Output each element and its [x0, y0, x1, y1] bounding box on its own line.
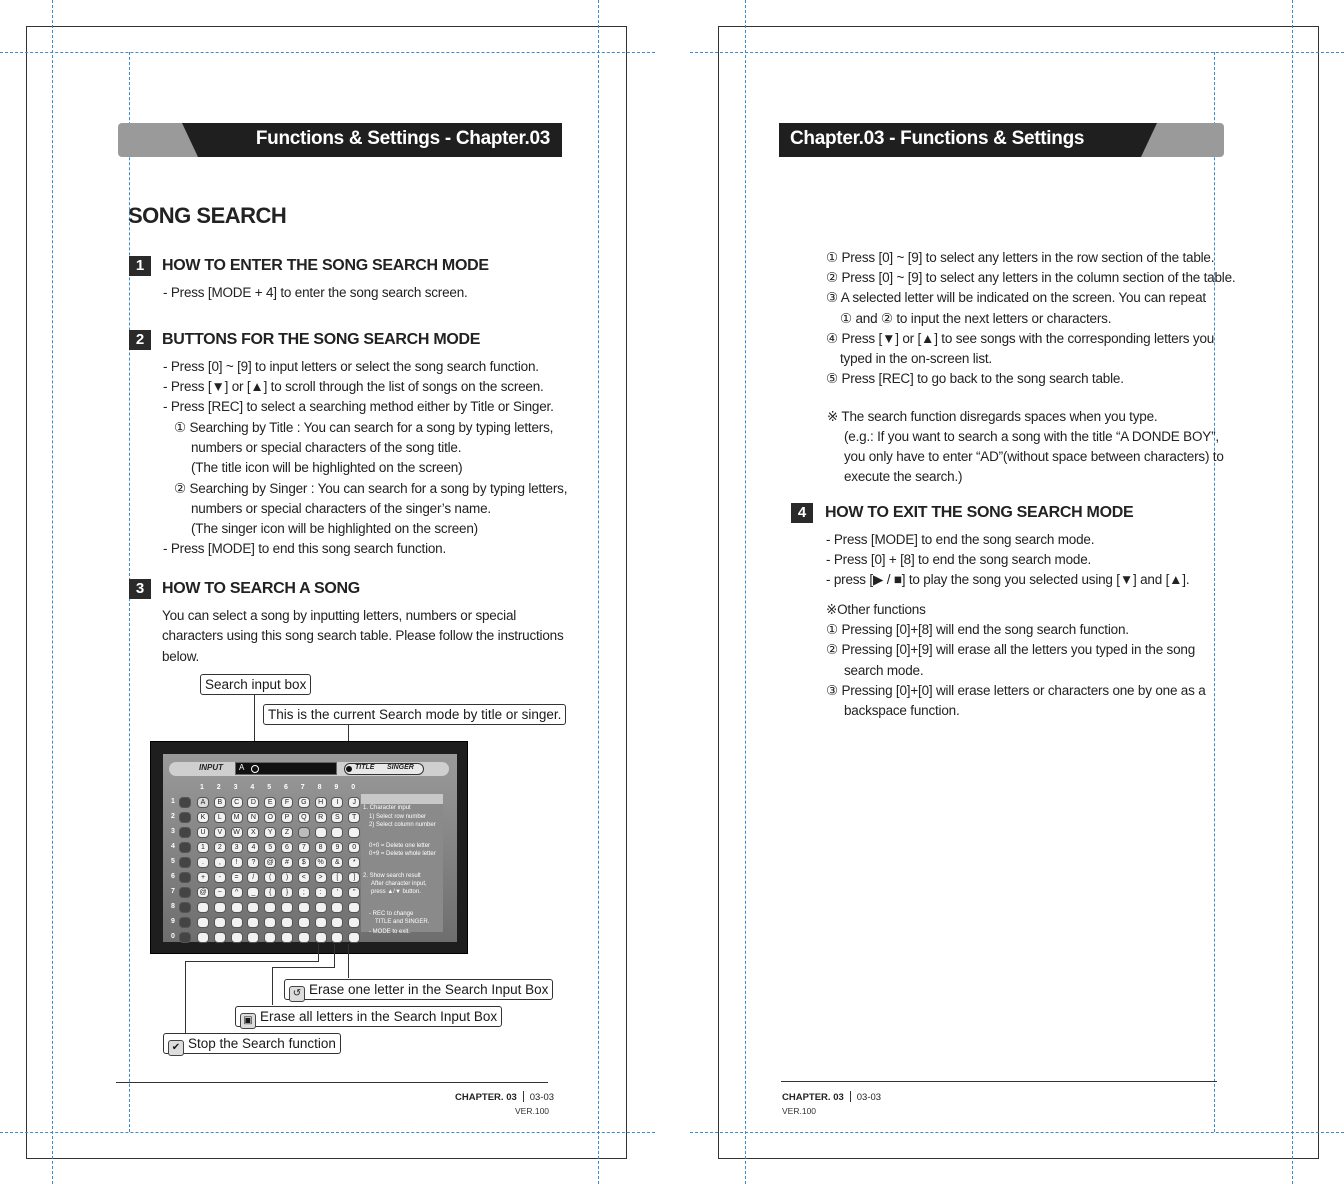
callout-erase-all-text: Erase all letters in the Search Input Box — [260, 1009, 498, 1024]
help-panel-header — [361, 794, 443, 804]
character-key — [214, 932, 226, 943]
character-key — [264, 917, 276, 928]
text-line: - Press [MODE + 4] to enter the song search screen. — [163, 285, 468, 300]
step-line: ① and ② to input the next letters or characters. — [840, 311, 1112, 326]
character-key — [348, 827, 360, 838]
character-key: & — [331, 857, 343, 868]
row-number: 1 — [171, 798, 175, 805]
banner-title: Functions & Settings - Chapter.03 — [255, 128, 550, 149]
footer-chapter — [782, 1091, 881, 1103]
character-key: / — [247, 872, 259, 883]
character-key — [331, 917, 343, 928]
character-key: I — [331, 797, 343, 808]
callout-stop-text: Stop the Search function — [188, 1036, 336, 1051]
text-line: - Press [MODE] to end the song search mode. — [826, 532, 1095, 547]
help-text: press ▲/▼ button. — [371, 889, 421, 895]
footer-page: 03-03 — [856, 1092, 882, 1103]
character-key: - — [214, 872, 226, 883]
footer-version: VER.100 — [782, 1106, 817, 1116]
text-line: numbers or special characters of the song title. — [191, 440, 462, 455]
character-key — [281, 932, 293, 943]
help-text: - REC to change — [369, 911, 414, 917]
character-key: W — [231, 827, 243, 838]
character-key — [348, 932, 360, 943]
row-number: 3 — [171, 828, 175, 835]
character-key — [331, 902, 343, 913]
connector-line — [272, 967, 273, 1005]
character-key: P — [281, 812, 293, 823]
character-key: 8 — [315, 842, 327, 853]
character-key — [231, 917, 243, 928]
column-number: 1 — [200, 784, 204, 791]
character-key: , — [214, 857, 226, 868]
character-key — [315, 902, 327, 913]
text-line: characters using this song search table. Please follow the instructions — [162, 628, 564, 643]
right-banner — [779, 123, 1224, 157]
character-key: K — [197, 812, 209, 823]
column-number: 9 — [334, 784, 339, 791]
character-key: 2 — [214, 842, 226, 853]
callout-search-input: Search input box — [200, 674, 311, 695]
right-page-frame — [718, 26, 1319, 1159]
character-key: 6 — [281, 842, 293, 853]
character-key: G — [298, 797, 310, 808]
character-key — [348, 917, 360, 928]
guide-line — [52, 0, 53, 1184]
step-line: ⑤ Press [REC] to go back to the song search table. — [826, 371, 1124, 386]
text-line: ② Searching by Singer : You can search for a song by typing letters, — [174, 481, 568, 496]
character-key: $ — [298, 857, 310, 868]
character-key: ^ — [231, 887, 243, 898]
column-number: 0 — [351, 784, 356, 791]
character-key: % — [315, 857, 327, 868]
row-select-key — [179, 857, 191, 868]
guide-line — [0, 52, 655, 53]
character-key: S — [331, 812, 343, 823]
character-key: B — [214, 797, 226, 808]
step-line: ① Press [0] ~ [9] to select any letters in the row section of the table. — [826, 250, 1215, 265]
character-key — [264, 902, 276, 913]
other-line: ① Pressing [0]+[8] will end the song search function. — [826, 622, 1129, 637]
step-line: ④ Press [▼] or [▲] to see songs with the corresponding letters you — [826, 331, 1215, 346]
character-key — [214, 902, 226, 913]
character-key: ( — [264, 872, 276, 883]
character-key: J — [348, 797, 360, 808]
footer-divider — [523, 1091, 524, 1102]
row-select-key — [179, 812, 191, 823]
backspace-icon: ↺ — [289, 986, 305, 1002]
text-line: ① Searching by Title : You can search for a song by typing letters, — [174, 420, 554, 435]
footer-rule — [781, 1081, 1217, 1082]
row-number: 9 — [171, 918, 175, 925]
character-key: # — [281, 857, 293, 868]
row-number: 0 — [171, 933, 175, 940]
guide-line — [745, 0, 746, 1184]
character-key: R — [315, 812, 327, 823]
step-line: ② Press [0] ~ [9] to select any letters in the column section of the table. — [826, 270, 1236, 285]
character-key — [197, 917, 209, 928]
row-select-key — [179, 872, 191, 883]
connector-line — [334, 944, 335, 968]
character-key — [315, 827, 327, 838]
callout-stop — [163, 1033, 341, 1054]
singer-label: SINGER — [387, 764, 414, 771]
column-number: 3 — [233, 784, 238, 791]
callout-erase-all — [235, 1006, 502, 1027]
character-key: . — [197, 857, 209, 868]
connector-line — [318, 944, 319, 962]
character-key: ' — [331, 887, 343, 898]
row-number: 2 — [171, 813, 175, 820]
character-key — [315, 932, 327, 943]
footer-divider — [850, 1091, 851, 1102]
item-heading: HOW TO ENTER THE SONG SEARCH MODE — [162, 257, 489, 274]
character-key: @ — [197, 887, 209, 898]
item-heading: BUTTONS FOR THE SONG SEARCH MODE — [162, 331, 481, 348]
character-key: N — [247, 812, 259, 823]
character-key: V — [214, 827, 226, 838]
guide-line — [1214, 52, 1215, 1132]
help-text: 0+9 = Delete whole letter — [369, 851, 436, 857]
check-icon: ✔ — [168, 1040, 184, 1056]
character-key — [247, 917, 259, 928]
footer-chapter — [455, 1091, 554, 1103]
section-title: SONG SEARCH — [128, 203, 287, 228]
character-key: F — [281, 797, 293, 808]
text-line: - press [▶ / ■] to play the song you selected using [▼] and [▲]. — [826, 572, 1190, 587]
left-banner — [118, 123, 562, 157]
character-key: } — [281, 887, 293, 898]
guide-line — [690, 52, 1344, 53]
character-key: Q — [298, 812, 310, 823]
row-number: 5 — [171, 858, 175, 865]
text-line: (The title icon will be highlighted on the screen) — [191, 460, 463, 475]
character-key: _ — [247, 887, 259, 898]
text-line: - Press [▼] or [▲] to scroll through the list of songs on the screen. — [163, 379, 544, 394]
help-text: 1. Character input — [363, 805, 411, 811]
character-key: 0 — [348, 842, 360, 853]
character-key: ? — [247, 857, 259, 868]
character-key: E — [264, 797, 276, 808]
callout-erase-one-text: Erase one letter in the Search Input Box — [309, 982, 549, 997]
text-line: - Press [0] + [8] to end the song search mode. — [826, 552, 1092, 567]
banner-title: Chapter.03 - Functions & Settings — [790, 128, 1085, 149]
guide-line — [690, 1132, 1344, 1133]
help-text: After character input, — [371, 881, 427, 887]
character-key — [197, 902, 209, 913]
character-key: X — [247, 827, 259, 838]
help-text: 2. Show search result — [363, 873, 421, 879]
other-line: ※Other functions — [826, 602, 926, 617]
character-key: [ — [331, 872, 343, 883]
step-line: typed in the on-screen list. — [840, 351, 992, 366]
note-line: execute the search.) — [844, 469, 963, 484]
text-line: - Press [REC] to select a searching method either by Title or Singer. — [163, 399, 554, 414]
character-key: { — [264, 887, 276, 898]
character-key: 4 — [247, 842, 259, 853]
column-number: 7 — [300, 784, 305, 791]
character-key: 1 — [197, 842, 209, 853]
character-key — [331, 827, 343, 838]
character-key: O — [264, 812, 276, 823]
row-select-key — [179, 902, 191, 913]
connector-line — [272, 967, 335, 968]
character-key: A — [197, 797, 209, 808]
callout-current-mode: This is the current Search mode by title or singer. — [263, 704, 566, 725]
character-key: Y — [264, 827, 276, 838]
other-line: backspace function. — [844, 703, 960, 718]
connector-line — [185, 961, 319, 962]
character-key: ) — [281, 872, 293, 883]
row-number: 8 — [171, 903, 175, 910]
input-label: INPUT — [199, 763, 223, 772]
row-select-key — [179, 797, 191, 808]
help-text: 1) Select row number — [369, 814, 427, 820]
connector-line — [348, 944, 349, 978]
footer-rule — [116, 1082, 548, 1083]
other-line: ② Pressing [0]+[9] will erase all the letters you typed in the song — [826, 642, 1196, 657]
character-key: M — [231, 812, 243, 823]
character-key: ; — [298, 887, 310, 898]
help-text: 0+0 = Delete one letter — [369, 843, 431, 849]
character-key: ] — [348, 872, 360, 883]
text-line: below. — [162, 649, 200, 664]
character-key — [298, 902, 310, 913]
character-key — [247, 902, 259, 913]
item-number: 3 — [129, 579, 151, 599]
column-number: 4 — [250, 784, 255, 791]
song-search-screen — [150, 741, 468, 954]
character-key: 5 — [264, 842, 276, 853]
text-line: - Press [MODE] to end this song search function. — [163, 541, 447, 556]
guide-line — [598, 0, 599, 1184]
character-key — [247, 932, 259, 943]
item-heading: HOW TO EXIT THE SONG SEARCH MODE — [825, 504, 1134, 521]
character-key — [231, 902, 243, 913]
row-select-key — [179, 842, 191, 853]
character-key — [231, 932, 243, 943]
character-key: 7 — [298, 842, 310, 853]
character-key — [264, 932, 276, 943]
character-key: : — [315, 887, 327, 898]
character-key: @ — [264, 857, 276, 868]
character-key: U — [197, 827, 209, 838]
column-number: 8 — [317, 784, 322, 791]
character-key: 9 — [331, 842, 343, 853]
character-key: * — [348, 857, 360, 868]
footer-chapter-label: CHAPTER. 03 — [782, 1092, 844, 1103]
connector-line — [185, 961, 186, 1033]
character-key: + — [197, 872, 209, 883]
character-key — [331, 932, 343, 943]
note-line: you only have to enter “AD”(without space between characters) to — [844, 449, 1224, 464]
step-line: ③ A selected letter will be indicated on the screen. You can repeat — [826, 290, 1206, 305]
callout-erase-one — [284, 979, 553, 1000]
character-key — [281, 917, 293, 928]
character-key — [298, 917, 310, 928]
row-select-key — [179, 827, 191, 838]
note-line: (e.g.: If you want to search a song with the title “A DONDE BOY”, — [844, 429, 1219, 444]
other-line: ③ Pressing [0]+[0] will erase letters or characters one by one as a — [826, 683, 1206, 698]
help-text: 2) Select column number — [369, 822, 436, 828]
item-number: 2 — [129, 330, 151, 350]
character-key: D — [247, 797, 259, 808]
character-key: ! — [231, 857, 243, 868]
character-key — [315, 917, 327, 928]
row-select-key — [179, 932, 191, 943]
guide-line — [1292, 0, 1293, 1184]
character-key: " — [348, 887, 360, 898]
row-number: 6 — [171, 873, 175, 880]
note-line: ※ The search function disregards spaces when you type. — [827, 409, 1158, 424]
character-key — [298, 932, 310, 943]
character-key: < — [298, 872, 310, 883]
item-heading: HOW TO SEARCH A SONG — [162, 580, 360, 597]
character-key — [348, 902, 360, 913]
character-key: H — [315, 797, 327, 808]
row-select-key — [179, 887, 191, 898]
character-key: 3 — [231, 842, 243, 853]
help-text: TITLE and SINGER. — [375, 919, 430, 925]
character-key: = — [231, 872, 243, 883]
character-key — [197, 932, 209, 943]
text-line: numbers or special characters of the singer’s name. — [191, 501, 491, 516]
column-number: 5 — [267, 784, 272, 791]
text-line: You can select a song by inputting letters, numbers or special — [162, 608, 517, 623]
character-key: L — [214, 812, 226, 823]
text-line: (The singer icon will be highlighted on the screen) — [191, 521, 478, 536]
character-key: C — [231, 797, 243, 808]
column-number: 2 — [216, 784, 221, 791]
footer-page: 03-03 — [529, 1092, 555, 1103]
guide-line — [0, 1132, 655, 1133]
item-number: 4 — [791, 503, 813, 523]
character-key — [214, 917, 226, 928]
title-label: TITLE — [355, 764, 375, 771]
footer-version: VER.100 — [515, 1106, 550, 1116]
character-key — [281, 902, 293, 913]
character-key: > — [315, 872, 327, 883]
text-line: - Press [0] ~ [9] to input letters or select the song search function. — [163, 359, 539, 374]
input-value: A — [239, 763, 245, 772]
row-number: 4 — [171, 843, 175, 850]
other-line: search mode. — [844, 663, 924, 678]
character-key: Z — [281, 827, 293, 838]
cursor-icon — [251, 765, 259, 773]
column-number: 6 — [284, 784, 288, 791]
footer-chapter-label: CHAPTER. 03 — [455, 1092, 517, 1103]
trash-icon: ▣ — [240, 1013, 256, 1029]
item-number: 1 — [129, 256, 151, 276]
help-text: - MODE to exit. — [369, 929, 411, 935]
character-key: ~ — [214, 887, 226, 898]
row-select-key — [179, 917, 191, 928]
character-key — [298, 827, 310, 838]
mode-dot-icon — [346, 766, 352, 772]
row-number: 7 — [171, 888, 175, 895]
character-key: T — [348, 812, 360, 823]
